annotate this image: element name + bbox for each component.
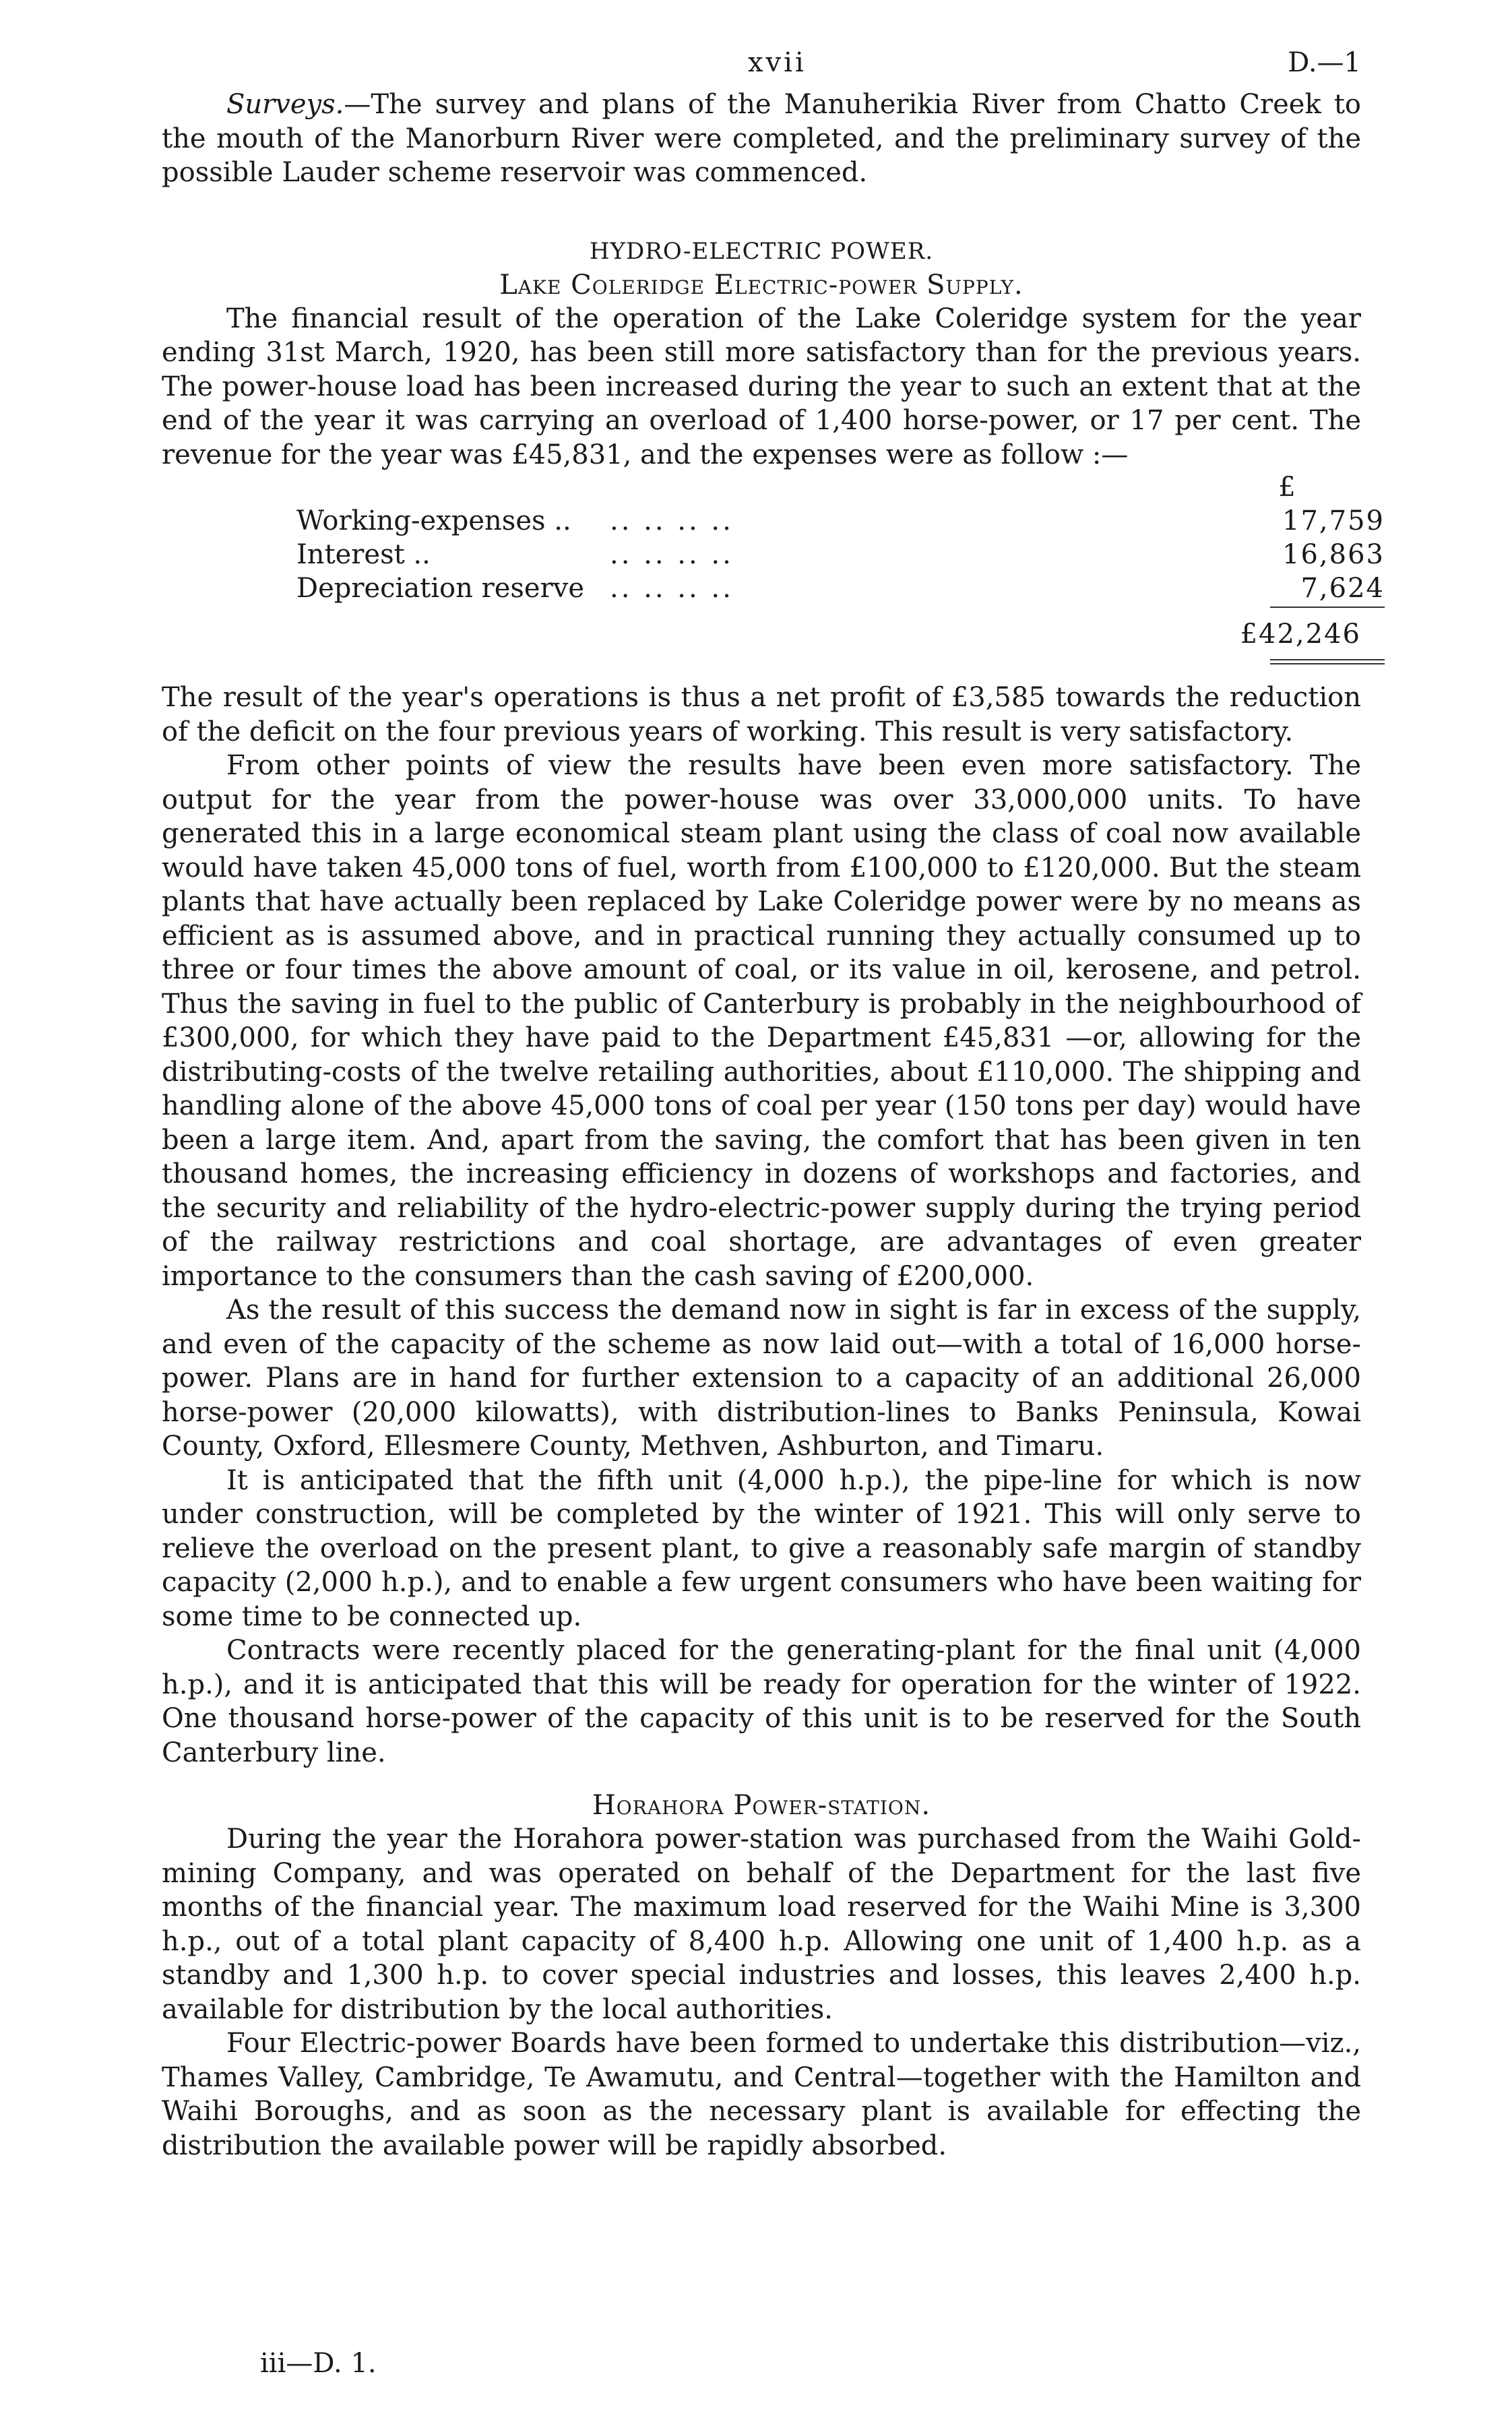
expense-row <box>296 505 1385 539</box>
expense-leader-dots: .. .. .. .. <box>610 505 734 536</box>
expenses-total: £42,246 <box>1240 619 1361 650</box>
footer-signature: iii—D. 1. <box>260 2348 377 2379</box>
other-views-paragraph: From other points of view the results have been even more satisfactory. The output for the year from the power-house was over 33,000,000 units. To have generated this in a large economical steam plant using the class of coal now available would have taken 45,000 tons of fuel, worth from £100,000 to £120,000. But the steam plants that have actually been replaced by Lake Coleridge power were by no means as efficient as is assumed above, and in practical running they actually consumed up to three or four times the above amount of coal, or its value in oil, kerosene, and petrol. Thus the saving in fuel to the public of Canterbury is probably in the neighbourhood of £300,000, for which they have paid to the Department £45,831 —or, allowing for the distributing-costs of the twelve retailing authorities, about £110,000. The shipping and handling alone of the above 45,000 tons of coal per year (150 tons per day) would have been a large item. And, apart from the saving, the comfort that has been given in ten thousand homes, the increasing efficiency in dozens of workshops and factories, and the security and reliability of the hydro-electric-power supply during the trying period of the railway restrictions and coal shortage, are advantages of even greater importance to the consumers than the cash saving of £200,000. <box>162 750 1361 1292</box>
expense-label: Interest .. <box>296 539 431 570</box>
page <box>162 47 1385 2163</box>
result-paragraph: The result of the year's operations is thus a net profit of £3,585 towards the reduction of the deficit on the four previous years of working. This result is very satisfactory. <box>162 682 1361 747</box>
demand-paragraph: As the result of this success the demand now in sight is far in excess of the supply, and even of the capacity of the scheme as now laid out—with a total of 16,000 horse-power. Plans are in hand for further extension to a capacity of an additional 26,000 horse-power (20,000 kilowatts), with distribution-lines to Banks Peninsula, Kowai County, Oxford, Ellesmere County, Methven, Ashburton, and Timaru. <box>162 1295 1361 1462</box>
subtotal-rule <box>1270 607 1385 608</box>
report-reference: D.—1 <box>1288 47 1361 78</box>
expense-amount: 17,759 <box>1282 505 1385 536</box>
expense-amount: 7,624 <box>1300 573 1385 604</box>
expense-leader-dots: .. .. .. .. <box>610 539 734 570</box>
total-double-rule-top <box>1270 659 1385 660</box>
lake-coleridge-heading: Lake Coleridge Electric-power Supply. <box>499 269 1023 301</box>
expense-label: Depreciation reserve <box>296 573 584 604</box>
expense-label: Working-expenses .. <box>296 505 571 536</box>
horahora-heading: Horahora Power-station. <box>592 1790 931 1821</box>
expense-leader-dots: .. .. .. .. <box>610 573 734 604</box>
section-title: HYDRO-ELECTRIC POWER. <box>589 237 934 265</box>
expense-amount: 16,863 <box>1282 539 1385 570</box>
fifth-unit-paragraph: It is anticipated that the fifth unit (4,000 h.p.), the pipe-line for which is now under construction, will be completed by the winter of 1921. This will only serve to relieve the overload on the present plant, to give a reasonably safe margin of standby capacity (2,000 h.p.), and to enable a few urgent consumers who have been waiting for some time to be connected up. <box>162 1464 1361 1632</box>
expenses-table <box>162 472 1385 681</box>
lake-coleridge-intro: The financial result of the operation of the Lake Coleridge system for the year ending 31st March, 1920, has been still more satisfactory than for the previous years. The power-house load has been increased during the year to such an extent that at the end of the year it was carrying an overload of 1,400 horse-power, or 17 per cent. The revenue for the year was £45,831, and the expenses were as follow :— <box>162 303 1361 470</box>
expense-row <box>296 573 1385 607</box>
total-double-rule-bottom <box>1270 663 1385 664</box>
page-header <box>162 47 1361 88</box>
surveys-text: —The survey and plans of the Manuherikia River from Chatto Creek to the mouth of the Manorburn River were completed, and the preliminary survey of the possible Lauder scheme reservoir was commenced. <box>162 89 1361 188</box>
horahora-paragraph-1: During the year the Horahora power-station was purchased from the Waihi Gold-mining Company, and was operated on behalf of the Department for the last five months of the financial year. The maximum load reserved for the Waihi Mine is 3,300 h.p., out of a total plant capacity of 8,400 h.p. Allowing one unit of 1,400 h.p. as a standby and 1,300 h.p. to cover special industries and losses, this leaves 2,400 h.p. available for distribution by the local authorities. <box>162 1824 1361 2025</box>
horahora-paragraph-2: Four Electric-power Boards have been formed to undertake this distribution—viz., Thames Valley, Cambridge, Te Awamutu, and Central—together with the Hamilton and Waihi Boroughs, and as soon as the necessary plant is available for effecting the distribution the available power will be rapidly absorbed. <box>162 2028 1361 2161</box>
contracts-paragraph: Contracts were recently placed for the generating-plant for the final unit (4,000 h.p.), and it is anticipated that this will be ready for operation for the winter of 1922. One thousand horse-power of the capacity of this unit is to be reserved for the South Canterbury line. <box>162 1635 1361 1768</box>
expense-row <box>296 539 1385 573</box>
page-number: xvii <box>748 47 807 78</box>
surveys-paragraph <box>162 88 1361 190</box>
surveys-lead: Surveys. <box>226 89 344 120</box>
currency-symbol: £ <box>1278 472 1296 503</box>
